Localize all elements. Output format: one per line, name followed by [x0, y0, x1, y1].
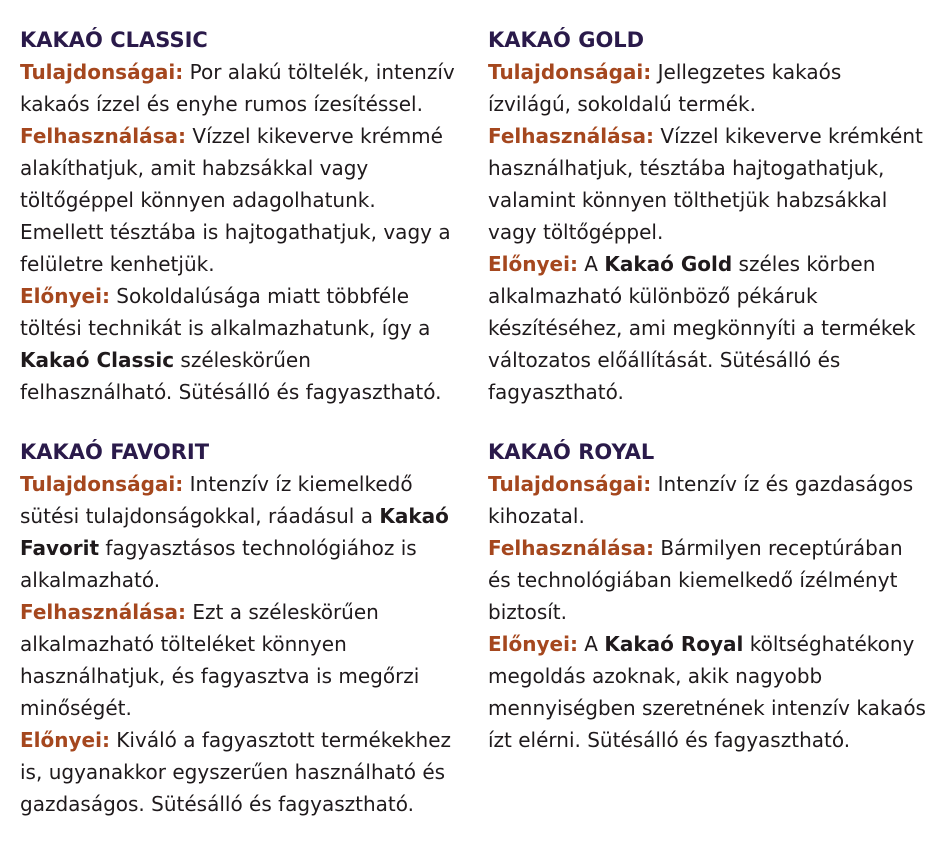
benefits-text-end: széleskörűen felhasználható. Sütésálló és fagyasztható. [20, 348, 442, 404]
benefits-text-end: széles körben alkalmazható különböző pékáruk készítéséhez, ami megkönnyíti a termékek változatos előállítását. Sütésálló és fagyasztható. [488, 252, 916, 404]
properties-paragraph [488, 56, 928, 120]
properties-text: Por alakú töltelék, intenzív kakaós ízzel és enyhe rumos ízesítéssel. [20, 60, 455, 116]
product-name-inline: Kakaó Gold [604, 252, 733, 276]
usage-label: Felhasználása: [488, 124, 655, 148]
benefits-text: A [577, 632, 605, 656]
benefits-text: Kiváló a fagyasztott termékekhez is, ugyanakkor egyszerűen használható és gazdaságos. Sütésálló és fagyasztható. [20, 728, 451, 816]
product-name-inline: Kakaó Favorit [20, 504, 449, 560]
left-column [20, 26, 460, 850]
properties-label: Tulajdonságai: [20, 472, 184, 496]
properties-text: Jellegzetes kakaós ízvilágú, sokoldalú termék. [488, 60, 842, 116]
benefits-paragraph [20, 724, 460, 820]
properties-paragraph [20, 56, 460, 120]
benefits-label: Előnyei: [488, 252, 578, 276]
benefits-label: Előnyei: [20, 284, 110, 308]
properties-paragraph [488, 468, 928, 532]
usage-text: Bármilyen receptúrában és technológiában kiemelkedő ízélményt biztosít. [488, 536, 903, 624]
product-kakao-classic [20, 26, 460, 408]
usage-paragraph [20, 596, 460, 724]
benefits-paragraph [488, 628, 928, 756]
usage-text: Vízzel kikeverve krémként használhatjuk, tésztába hajtogathatjuk, valamint könnyen tölthetjük habzsákkal vagy töltőgéppel. [488, 124, 923, 244]
benefits-label: Előnyei: [488, 632, 578, 656]
properties-label: Tulajdonságai: [20, 60, 184, 84]
properties-label: Tulajdonságai: [488, 60, 652, 84]
properties-label: Tulajdonságai: [488, 472, 652, 496]
product-title: KAKAÓ FAVORIT [20, 440, 210, 464]
product-kakao-gold [488, 26, 928, 408]
usage-label: Felhasználása: [20, 600, 187, 624]
properties-text-end: fagyasztásos technológiához is alkalmazható. [20, 536, 417, 592]
usage-text: Ezt a széleskörűen alkalmazható tölteléket könnyen használhatjuk, és fagyasztva is megőrzi minőségét. [20, 600, 420, 720]
properties-paragraph [20, 468, 460, 596]
usage-label: Felhasználása: [20, 124, 187, 148]
product-kakao-favorit [20, 438, 460, 820]
benefits-paragraph [488, 248, 928, 408]
benefits-text: Sokoldalúsága miatt többféle töltési technikát is alkalmazhatunk, így a [20, 284, 431, 340]
benefits-label: Előnyei: [20, 728, 110, 752]
product-title: KAKAÓ GOLD [488, 28, 645, 52]
usage-paragraph [488, 120, 928, 248]
usage-paragraph [488, 532, 928, 628]
properties-text: Intenzív íz kiemelkedő sütési tulajdonságokkal, ráadásul a [20, 472, 413, 528]
usage-text: Vízzel kikeverve krémmé alakíthatjuk, amit habzsákkal vagy töltőgéppel könnyen adagolhatunk. Emellett tésztába is hajtogathatjuk, vagy a felületre kenhetjük. [20, 124, 451, 276]
product-title: KAKAÓ CLASSIC [20, 28, 208, 52]
benefits-text-end: költséghatékony megoldás azoknak, akik nagyobb mennyiségben szeretnének intenzív kakaós ízt elérni. Sütésálló és fagyasztható. [488, 632, 926, 752]
properties-text: Intenzív íz és gazdaságos kihozatal. [488, 472, 914, 528]
product-name-inline: Kakaó Royal [604, 632, 744, 656]
product-kakao-royal [488, 438, 928, 756]
product-name-inline: Kakaó Classic [20, 348, 175, 372]
right-column [488, 26, 928, 786]
usage-label: Felhasználása: [488, 536, 655, 560]
product-title: KAKAÓ ROYAL [488, 440, 655, 464]
benefits-paragraph [20, 280, 460, 408]
usage-paragraph [20, 120, 460, 280]
benefits-text: A [577, 252, 605, 276]
